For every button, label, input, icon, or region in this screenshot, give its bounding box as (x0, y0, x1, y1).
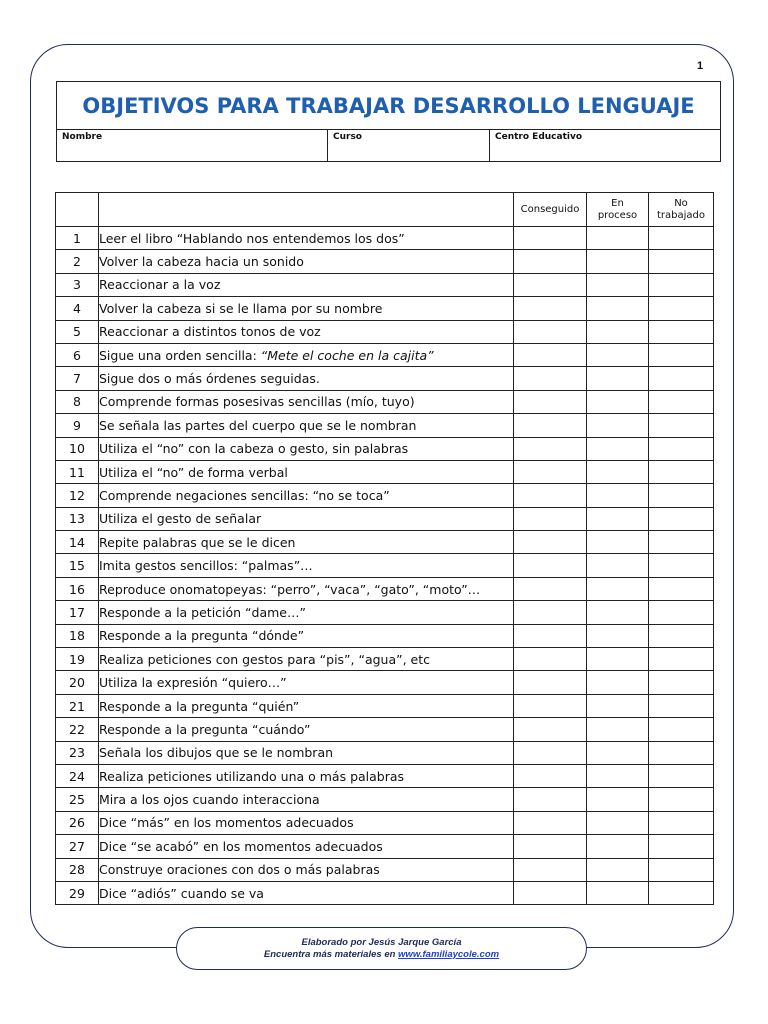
not-worked-cell[interactable] (649, 437, 714, 460)
achieved-cell[interactable] (514, 507, 587, 530)
objective-text (99, 648, 514, 671)
objective-label: Utiliza el gesto de señalar (99, 511, 262, 527)
table-row (56, 741, 714, 764)
objective-text (99, 881, 514, 904)
table-row (56, 297, 714, 320)
objective-text (99, 343, 514, 366)
row-number: 8 (56, 390, 99, 413)
not-worked-cell[interactable] (649, 694, 714, 717)
objective-label: Reaccionar a distintos tonos de voz (99, 324, 321, 340)
row-number: 9 (56, 414, 99, 437)
not-worked-cell[interactable] (649, 835, 714, 858)
in-progress-cell[interactable] (587, 764, 649, 787)
table-row (56, 788, 714, 811)
row-number: 19 (56, 648, 99, 671)
not-worked-cell[interactable] (649, 881, 714, 904)
in-progress-cell[interactable] (587, 367, 649, 390)
row-number: 29 (56, 881, 99, 904)
achieved-cell[interactable] (514, 250, 587, 273)
not-worked-cell[interactable] (649, 648, 714, 671)
objective-text (99, 811, 514, 834)
in-progress-cell[interactable] (587, 881, 649, 904)
not-worked-cell[interactable] (649, 320, 714, 343)
objective-text (99, 835, 514, 858)
in-progress-cell[interactable] (587, 297, 649, 320)
not-worked-cell[interactable] (649, 273, 714, 296)
achieved-cell[interactable] (514, 835, 587, 858)
in-progress-cell[interactable] (587, 694, 649, 717)
achieved-cell[interactable] (514, 764, 587, 787)
row-number: 22 (56, 718, 99, 741)
row-number: 4 (56, 297, 99, 320)
achieved-cell[interactable] (514, 343, 587, 366)
row-number: 16 (56, 577, 99, 600)
not-worked-cell[interactable] (649, 671, 714, 694)
achieved-cell[interactable] (514, 601, 587, 624)
table-row (56, 437, 714, 460)
achieved-cell[interactable] (514, 484, 587, 507)
objective-text (99, 437, 514, 460)
not-worked-cell[interactable] (649, 414, 714, 437)
achieved-cell[interactable] (514, 390, 587, 413)
num-header (56, 193, 99, 227)
achieved-cell[interactable] (514, 858, 587, 881)
page-title: OBJETIVOS PARA TRABAJAR DESARROLLO LENGUAJE (57, 82, 720, 130)
objective-label: Dice “se acabó” en los momentos adecuados (99, 838, 383, 854)
objective-label: Se señala las partes del cuerpo que se le nombran (99, 417, 417, 433)
row-number: 17 (56, 601, 99, 624)
table-row (56, 250, 714, 273)
table-row (56, 227, 714, 250)
achieved-cell[interactable] (514, 460, 587, 483)
objective-text (99, 297, 514, 320)
row-number: 11 (56, 460, 99, 483)
objective-label: Repite palabras que se le dicen (99, 534, 296, 550)
row-number: 28 (56, 858, 99, 881)
objective-text (99, 788, 514, 811)
not-worked-cell[interactable] (649, 718, 714, 741)
table-row (56, 601, 714, 624)
achieved-cell[interactable] (514, 437, 587, 460)
not-worked-cell[interactable] (649, 367, 714, 390)
achieved-cell[interactable] (514, 718, 587, 741)
in-progress-cell[interactable] (587, 390, 649, 413)
not-worked-cell[interactable] (649, 297, 714, 320)
table-row (56, 648, 714, 671)
in-progress-cell[interactable] (587, 741, 649, 764)
row-number: 25 (56, 788, 99, 811)
row-number: 13 (56, 507, 99, 530)
row-number: 5 (56, 320, 99, 343)
objectives-table (55, 192, 714, 905)
objective-label: Sigue una orden sencilla: (99, 347, 261, 363)
achieved-cell[interactable] (514, 881, 587, 904)
objective-label: Dice “más” en los momentos adecuados (99, 815, 354, 831)
footer-more-text: Encuentra más materiales en (263, 949, 399, 960)
table-row (56, 811, 714, 834)
table-row (56, 764, 714, 787)
in-progress-cell[interactable] (587, 624, 649, 647)
in-progress-cell[interactable] (587, 788, 649, 811)
objective-label: Construye oraciones con dos o más palabras (99, 862, 380, 878)
row-number: 2 (56, 250, 99, 273)
table-row (56, 531, 714, 554)
objective-text (99, 671, 514, 694)
achieved-header: Conseguido (514, 193, 587, 227)
in-progress-cell[interactable] (587, 320, 649, 343)
objective-text (99, 273, 514, 296)
row-number: 18 (56, 624, 99, 647)
table-row (56, 507, 714, 530)
in-progress-cell[interactable] (587, 437, 649, 460)
objective-text (99, 718, 514, 741)
objective-header (99, 193, 514, 227)
in-progress-cell[interactable] (587, 554, 649, 577)
course-field[interactable]: Curso (328, 130, 490, 162)
in-progress-cell[interactable] (587, 507, 649, 530)
row-number: 14 (56, 531, 99, 554)
not-worked-cell[interactable] (649, 788, 714, 811)
student-fields (57, 130, 720, 162)
in-progress-cell[interactable] (587, 273, 649, 296)
in-progress-cell[interactable] (587, 484, 649, 507)
objective-label: Comprende formas posesivas sencillas (mío, tuyo) (99, 394, 415, 410)
objective-label: Reaccionar a la voz (99, 277, 221, 293)
not-worked-cell[interactable] (649, 250, 714, 273)
objective-text (99, 460, 514, 483)
objective-text (99, 484, 514, 507)
achieved-cell[interactable] (514, 694, 587, 717)
table-row (56, 835, 714, 858)
objective-label: Dice “adiós” cuando se va (99, 885, 264, 901)
not-worked-cell[interactable] (649, 601, 714, 624)
objective-label: Mira a los ojos cuando interacciona (99, 792, 320, 808)
not-worked-cell[interactable] (649, 227, 714, 250)
not-worked-cell[interactable] (649, 390, 714, 413)
table-row (56, 390, 714, 413)
row-number: 27 (56, 835, 99, 858)
in-progress-header: En proceso (587, 193, 649, 227)
achieved-cell[interactable] (514, 297, 587, 320)
table-row (56, 414, 714, 437)
not-worked-cell[interactable] (649, 624, 714, 647)
achieved-cell[interactable] (514, 741, 587, 764)
objective-label: Responde a la petición “dame…” (99, 604, 306, 620)
achieved-cell[interactable] (514, 624, 587, 647)
in-progress-cell[interactable] (587, 671, 649, 694)
not-worked-cell[interactable] (649, 741, 714, 764)
objective-text (99, 320, 514, 343)
objective-text (99, 227, 514, 250)
row-number: 15 (56, 554, 99, 577)
objective-label: Volver la cabeza hacia un sonido (99, 254, 304, 270)
objective-text (99, 390, 514, 413)
achieved-cell[interactable] (514, 414, 587, 437)
footer-credit (176, 927, 587, 970)
objective-text (99, 624, 514, 647)
footer-author: Elaborado por Jesús Jarque García (301, 937, 462, 948)
objective-label: Responde a la pregunta “quién” (99, 698, 300, 714)
objective-label: Imita gestos sencillos: “palmas”… (99, 558, 313, 574)
table-row (56, 577, 714, 600)
achieved-cell[interactable] (514, 227, 587, 250)
not-worked-cell[interactable] (649, 507, 714, 530)
in-progress-cell[interactable] (587, 648, 649, 671)
table-row (56, 694, 714, 717)
table-row (56, 367, 714, 390)
in-progress-cell[interactable] (587, 811, 649, 834)
page-number: 1 (696, 60, 704, 72)
objective-text (99, 577, 514, 600)
not-worked-header: No trabajado (649, 193, 714, 227)
achieved-cell[interactable] (514, 273, 587, 296)
table-row (56, 460, 714, 483)
objective-label: Responde a la pregunta “dónde” (99, 628, 305, 644)
achieved-cell[interactable] (514, 531, 587, 554)
not-worked-cell[interactable] (649, 811, 714, 834)
table-row (56, 624, 714, 647)
objective-text (99, 601, 514, 624)
objective-text (99, 367, 514, 390)
objective-label: Responde a la pregunta “cuándo” (99, 721, 311, 737)
table-row (56, 343, 714, 366)
in-progress-cell[interactable] (587, 601, 649, 624)
row-number: 24 (56, 764, 99, 787)
row-number: 12 (56, 484, 99, 507)
table-row (56, 320, 714, 343)
in-progress-cell[interactable] (587, 460, 649, 483)
objective-label: Volver la cabeza si se le llama por su nombre (99, 300, 383, 316)
objective-label: Utiliza la expresión “quiero…” (99, 675, 287, 691)
in-progress-cell[interactable] (587, 718, 649, 741)
objective-example: “Mete el coche en la cajita” (260, 347, 434, 363)
table-row (56, 881, 714, 904)
objective-label: Realiza peticiones con gestos para “pis”, “agua”, etc (99, 651, 431, 667)
in-progress-cell[interactable] (587, 227, 649, 250)
row-number: 1 (56, 227, 99, 250)
objective-label: Comprende negaciones sencillas: “no se toca” (99, 487, 390, 503)
row-number: 26 (56, 811, 99, 834)
objective-text (99, 414, 514, 437)
not-worked-cell[interactable] (649, 484, 714, 507)
in-progress-cell[interactable] (587, 835, 649, 858)
achieved-cell[interactable] (514, 648, 587, 671)
not-worked-cell[interactable] (649, 460, 714, 483)
objective-label: Utiliza el “no” con la cabeza o gesto, sin palabras (99, 441, 409, 457)
objective-text (99, 694, 514, 717)
objective-text (99, 741, 514, 764)
in-progress-cell[interactable] (587, 577, 649, 600)
row-number: 21 (56, 694, 99, 717)
objective-text (99, 531, 514, 554)
table-row (56, 671, 714, 694)
achieved-cell[interactable] (514, 671, 587, 694)
in-progress-cell[interactable] (587, 531, 649, 554)
table-row (56, 273, 714, 296)
row-number: 20 (56, 671, 99, 694)
achieved-cell[interactable] (514, 320, 587, 343)
achieved-cell[interactable] (514, 788, 587, 811)
objective-label: Utiliza el “no” de forma verbal (99, 464, 288, 480)
objective-text (99, 250, 514, 273)
not-worked-cell[interactable] (649, 554, 714, 577)
not-worked-cell[interactable] (649, 531, 714, 554)
objective-label: Reproduce onomatopeyas: “perro”, “vaca”, “gato”, “moto”… (99, 581, 481, 597)
objective-text (99, 764, 514, 787)
row-number: 23 (56, 741, 99, 764)
objective-label: Señala los dibujos que se le nombran (99, 745, 334, 761)
worksheet-header (56, 81, 721, 162)
row-number: 6 (56, 343, 99, 366)
in-progress-cell[interactable] (587, 858, 649, 881)
table-row (56, 484, 714, 507)
name-field[interactable]: Nombre (57, 130, 328, 162)
achieved-cell[interactable] (514, 367, 587, 390)
achieved-cell[interactable] (514, 554, 587, 577)
school-field[interactable]: Centro Educativo (495, 132, 583, 142)
objective-label: Sigue dos o más órdenes seguidas. (99, 371, 320, 387)
objective-text (99, 858, 514, 881)
row-number: 10 (56, 437, 99, 460)
in-progress-cell[interactable] (587, 414, 649, 437)
achieved-cell[interactable] (514, 577, 587, 600)
in-progress-cell[interactable] (587, 343, 649, 366)
not-worked-cell[interactable] (649, 343, 714, 366)
table-row (56, 858, 714, 881)
table-header-row (56, 193, 714, 227)
objective-label: Realiza peticiones utilizando una o más palabras (99, 768, 405, 784)
objective-label: Leer el libro “Hablando nos entendemos los dos” (99, 230, 405, 246)
in-progress-cell[interactable] (587, 250, 649, 273)
not-worked-cell[interactable] (649, 577, 714, 600)
row-number: 7 (56, 367, 99, 390)
footer-link[interactable]: www.familiaycole.com (398, 949, 500, 960)
objective-text (99, 507, 514, 530)
table-row (56, 718, 714, 741)
objective-text (99, 554, 514, 577)
not-worked-cell[interactable] (649, 858, 714, 881)
table-row (56, 554, 714, 577)
not-worked-cell[interactable] (649, 764, 714, 787)
achieved-cell[interactable] (514, 811, 587, 834)
row-number: 3 (56, 273, 99, 296)
footer-more (177, 949, 586, 961)
